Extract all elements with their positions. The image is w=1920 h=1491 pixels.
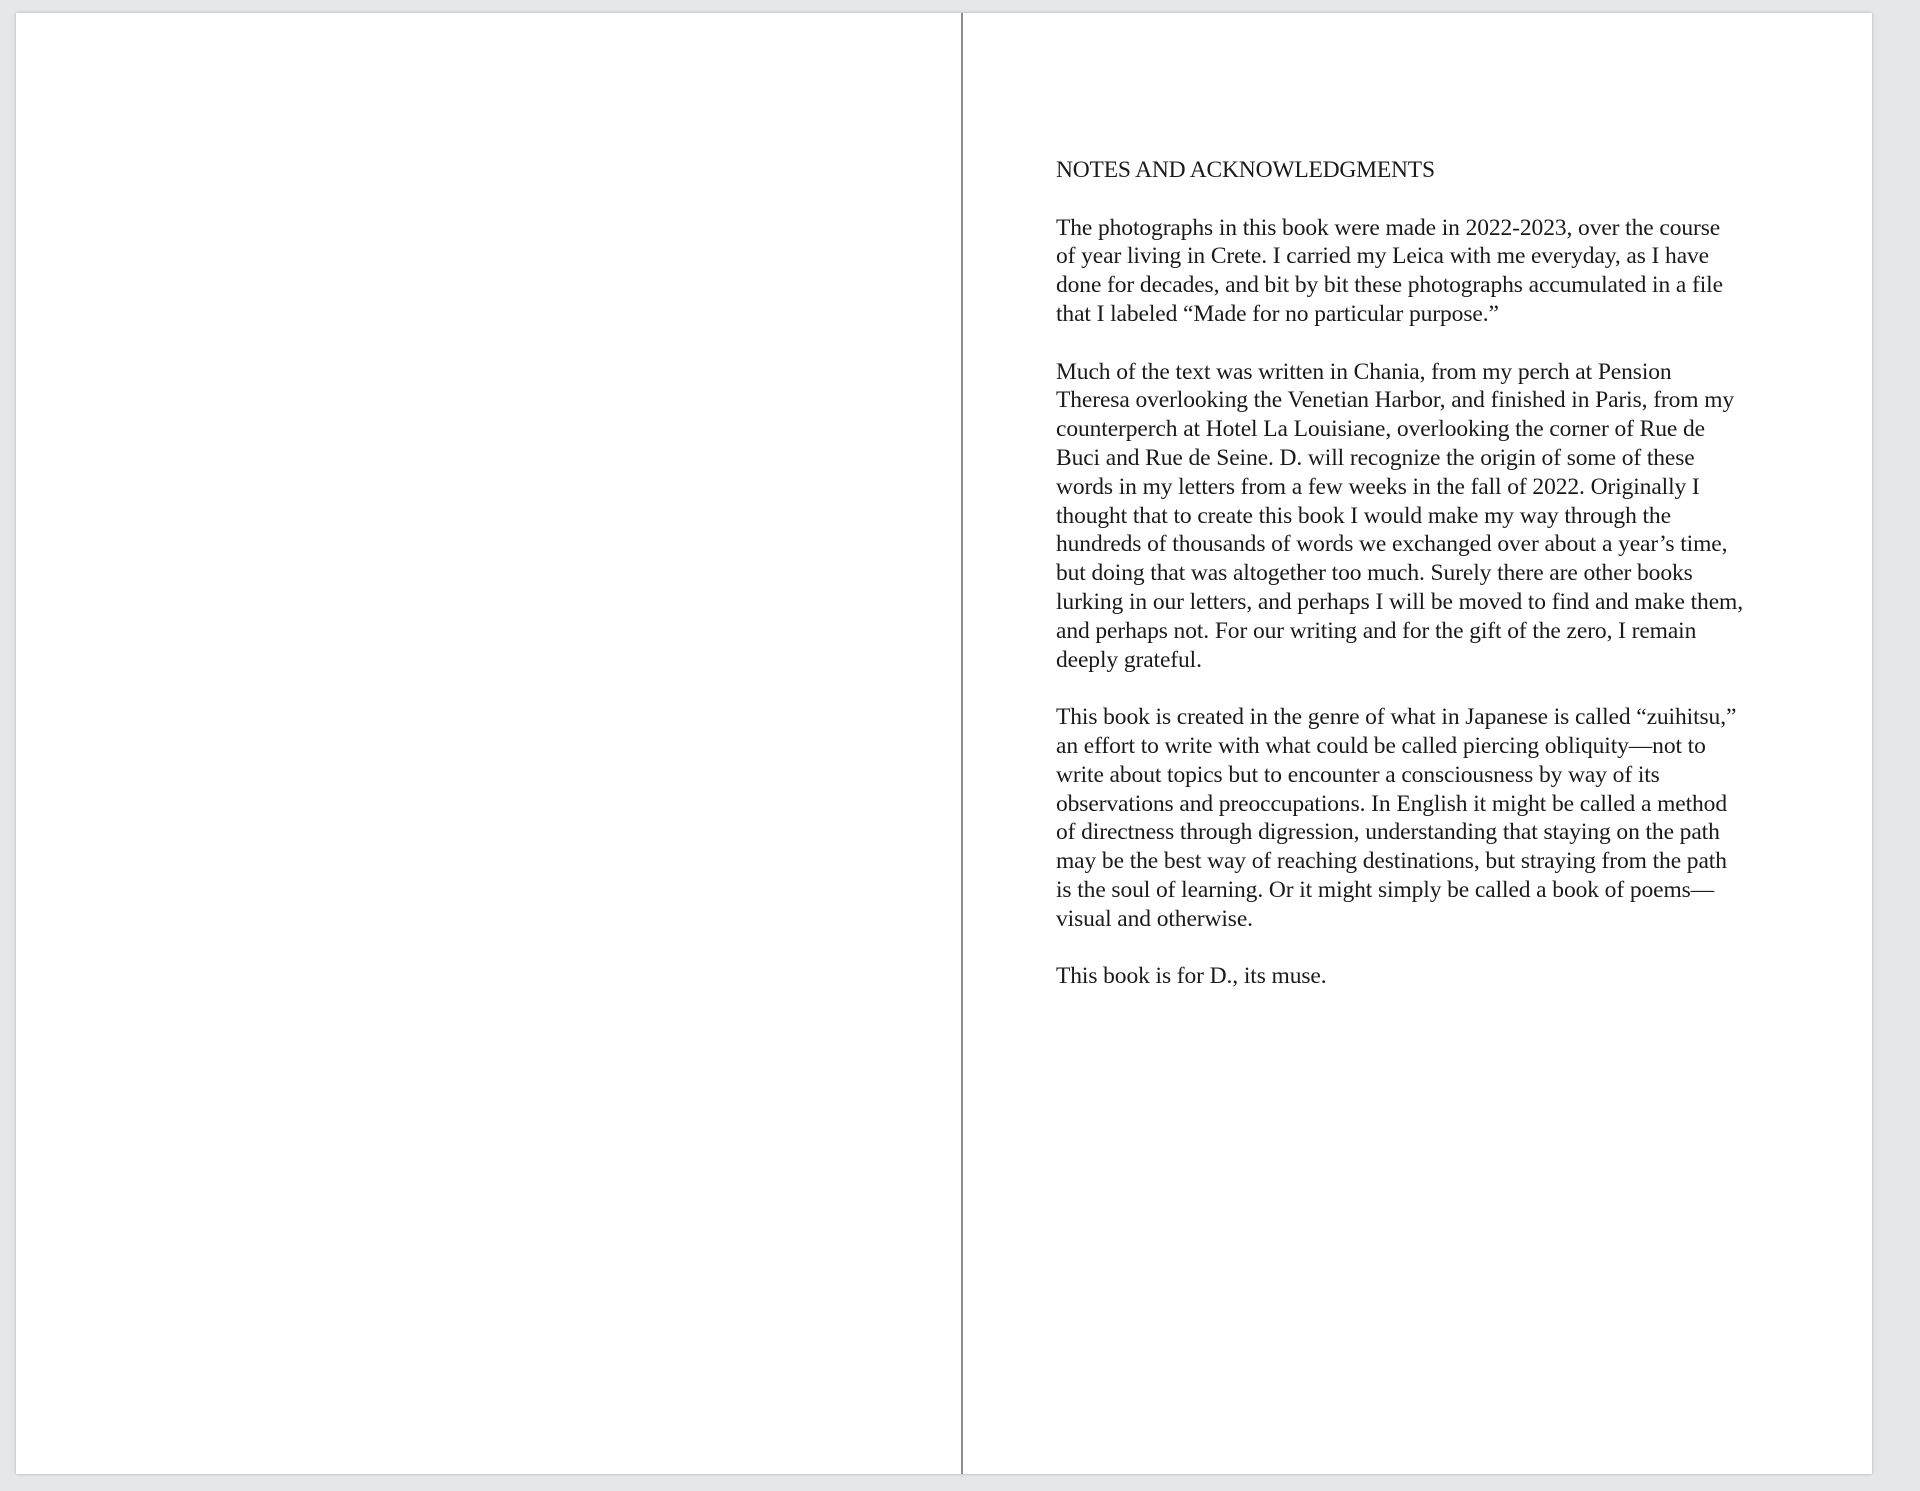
text-line: This book is for D., its muse. — [1056, 963, 1327, 990]
text-line: of directness through digression, understanding that staying on the path — [1056, 819, 1720, 846]
text-line: observations and preoccupations. In English it might be called a method — [1056, 790, 1727, 817]
text-line: The photographs in this book were made in 2022-2023, over the course — [1056, 214, 1721, 241]
text-line: done for decades, and bit by bit these photographs accumulated in a file — [1056, 272, 1723, 299]
right-page — [963, 13, 1872, 1474]
notes-text-block — [1056, 156, 1832, 1020]
left-page-blank — [16, 13, 961, 1474]
paragraph-text-origin — [1056, 358, 1832, 675]
text-line: visual and otherwise. — [1056, 905, 1253, 932]
text-line: words in my letters from a few weeks in the fall of 2022. Originally I — [1056, 473, 1700, 500]
book-spread — [16, 13, 1872, 1474]
text-line: counterperch at Hotel La Louisiane, overlooking the corner of Rue de — [1056, 416, 1705, 443]
text-line: Much of the text was written in Chania, from my perch at Pension — [1056, 358, 1672, 385]
text-line: and perhaps not. For our writing and for the gift of the zero, I remain — [1056, 617, 1697, 644]
text-line: hundreds of thousands of words we exchanged over about a year’s time, — [1056, 531, 1728, 558]
paragraph-photographs — [1056, 214, 1832, 329]
text-line: is the soul of learning. Or it might simply be called a book of poems— — [1056, 876, 1715, 903]
text-line: thought that to create this book I would make my way through the — [1056, 502, 1671, 529]
text-line: lurking in our letters, and perhaps I will be moved to find and make them, — [1056, 588, 1743, 615]
text-line: an effort to write with what could be called piercing obliquity—not to — [1056, 732, 1706, 759]
text-line: of year living in Crete. I carried my Leica with me everyday, as I have — [1056, 243, 1710, 270]
text-line: Buci and Rue de Seine. D. will recognize the origin of some of these — [1056, 444, 1695, 471]
text-line: but doing that was altogether too much. Surely there are other books — [1056, 560, 1693, 587]
text-line: This book is created in the genre of what in Japanese is called “zuihitsu,” — [1056, 704, 1737, 731]
text-line: deeply grateful. — [1056, 646, 1202, 673]
text-line: Theresa overlooking the Venetian Harbor, and finished in Paris, from my — [1056, 387, 1735, 414]
text-line: write about topics but to encounter a consciousness by way of its — [1056, 761, 1660, 788]
paragraph-zuihitsu — [1056, 703, 1832, 933]
section-heading: NOTES AND ACKNOWLEDGMENTS — [1056, 157, 1435, 183]
paragraph-dedication — [1056, 962, 1832, 991]
text-line: that I labeled “Made for no particular purpose.” — [1056, 300, 1499, 327]
text-line: may be the best way of reaching destinations, but straying from the path — [1056, 848, 1727, 875]
